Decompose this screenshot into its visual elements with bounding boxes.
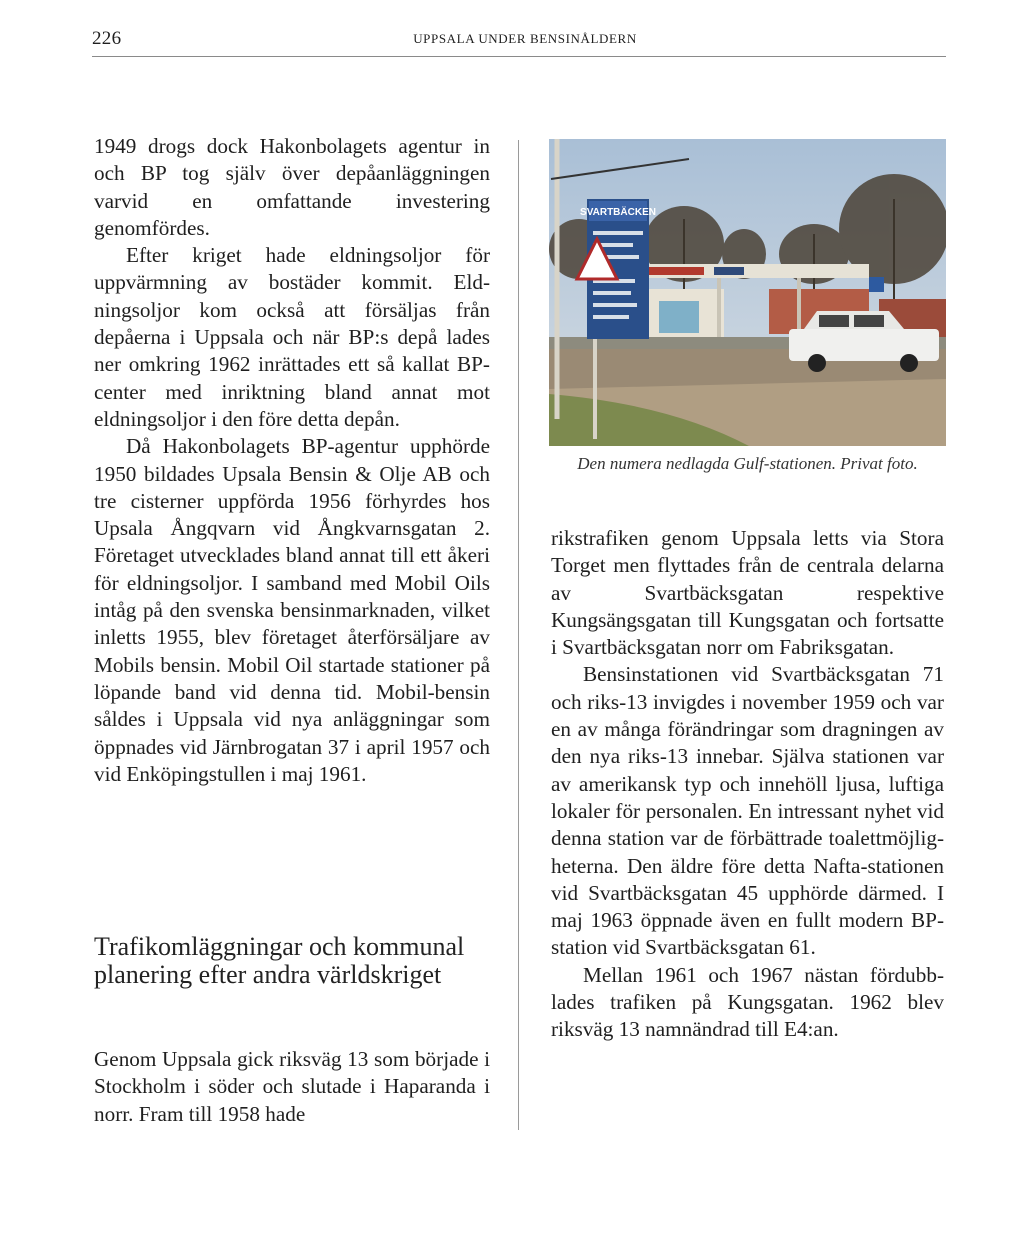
paragraph: Genom Uppsala gick riksväg 13 som började i Stockholm i söder och slutade i Haparanda i norr. Fram till 1958 hade (94, 1047, 490, 1126)
gulf-station-photo (549, 139, 946, 446)
section-heading: Trafikomläggningar och kommunal planering efter andra världskriget (94, 932, 465, 989)
page-number: 226 (92, 28, 122, 49)
left-column-continued (94, 1046, 490, 1128)
photo-illustration (549, 139, 946, 446)
paragraph: Då Hakonbolagets BP-agentur upphörde 1950 bildades Upsala Bensin & Olje AB och tre cisterner uppförda 1956 förhyrdes hos Upsala Ångqvarn vid Ångkvarnsgatan 2. Företaget utvecklades bland annat till ett åkeri för eldningsoljor. I samband med Mobil Oils intåg på den svenska bensinmarknaden, vilket inletts 1955, blev företaget återförsäljare av Mobils bensin. Mobil Oil startade stationer på löpande band vid denna tid. Mobil-bensin såldes i Uppsala vid nya anläggningar som öppnades vid Järnbrogatan 37 i april 1957 och vid Enköpingstullen i maj 1961. (94, 434, 490, 786)
column-divider (518, 140, 519, 1130)
paragraph: 1949 drogs dock Hakonbolagets agentur in och BP tog själv över depåanläggningen varvid en omfattande investering genomfördes. (94, 134, 490, 240)
paragraph: Efter kriget hade eldningsoljor för uppvärmning av bostäder kommit. Eldningsoljor kom också att försäljas från depåerna i Uppsala och när BP:s depå lades ner omkring 1962 inrättades ett så kallat BP-center med inriktning bland annat mot eldningsoljor i den före detta depån. (94, 243, 490, 431)
right-column-text (551, 525, 944, 1044)
page-header (92, 26, 946, 57)
paragraph: rikstrafiken genom Uppsala letts via Stora Torget men flyttades från de centrala delarna av Svartbäcksgatan respektive Kungsängsgatan till Kungsgatan och fortsatte i Svartbäcksgatan norr om Fabriksgatan. (551, 526, 944, 660)
running-head: UPPSALA UNDER BENSINÅLDERN (413, 31, 637, 46)
sign-text: SVARTBÄCKEN (580, 207, 656, 218)
paragraph: Mellan 1961 och 1967 nästan fördubblades trafiken på Kungsgatan. 1962 blev riksväg 13 namnändrad till E4:an. (551, 962, 944, 1042)
photo-caption: Den numera nedlagda Gulf-stationen. Privat foto. (577, 454, 918, 473)
paragraph: Bensinstationen vid Svartbäcksgatan 71 och riks-13 invigdes i november 1959 och var en av många förändringar som dragningen av den nya riks-13 innebar. Själva stationen var av amerikansk typ och innehöll ljusa, luftiga lokaler för personalen. En intressant nyhet vid denna station var de förbättrade toalettmöjligheterna. Den äldre före detta Nafta-stationen vid Svartbäcksgatan 45 upphörde därmed. I maj 1963 öppnade även en fullt modern BP-station vid Svartbäcksgatan 61. (551, 662, 944, 960)
left-column-text (94, 133, 490, 788)
